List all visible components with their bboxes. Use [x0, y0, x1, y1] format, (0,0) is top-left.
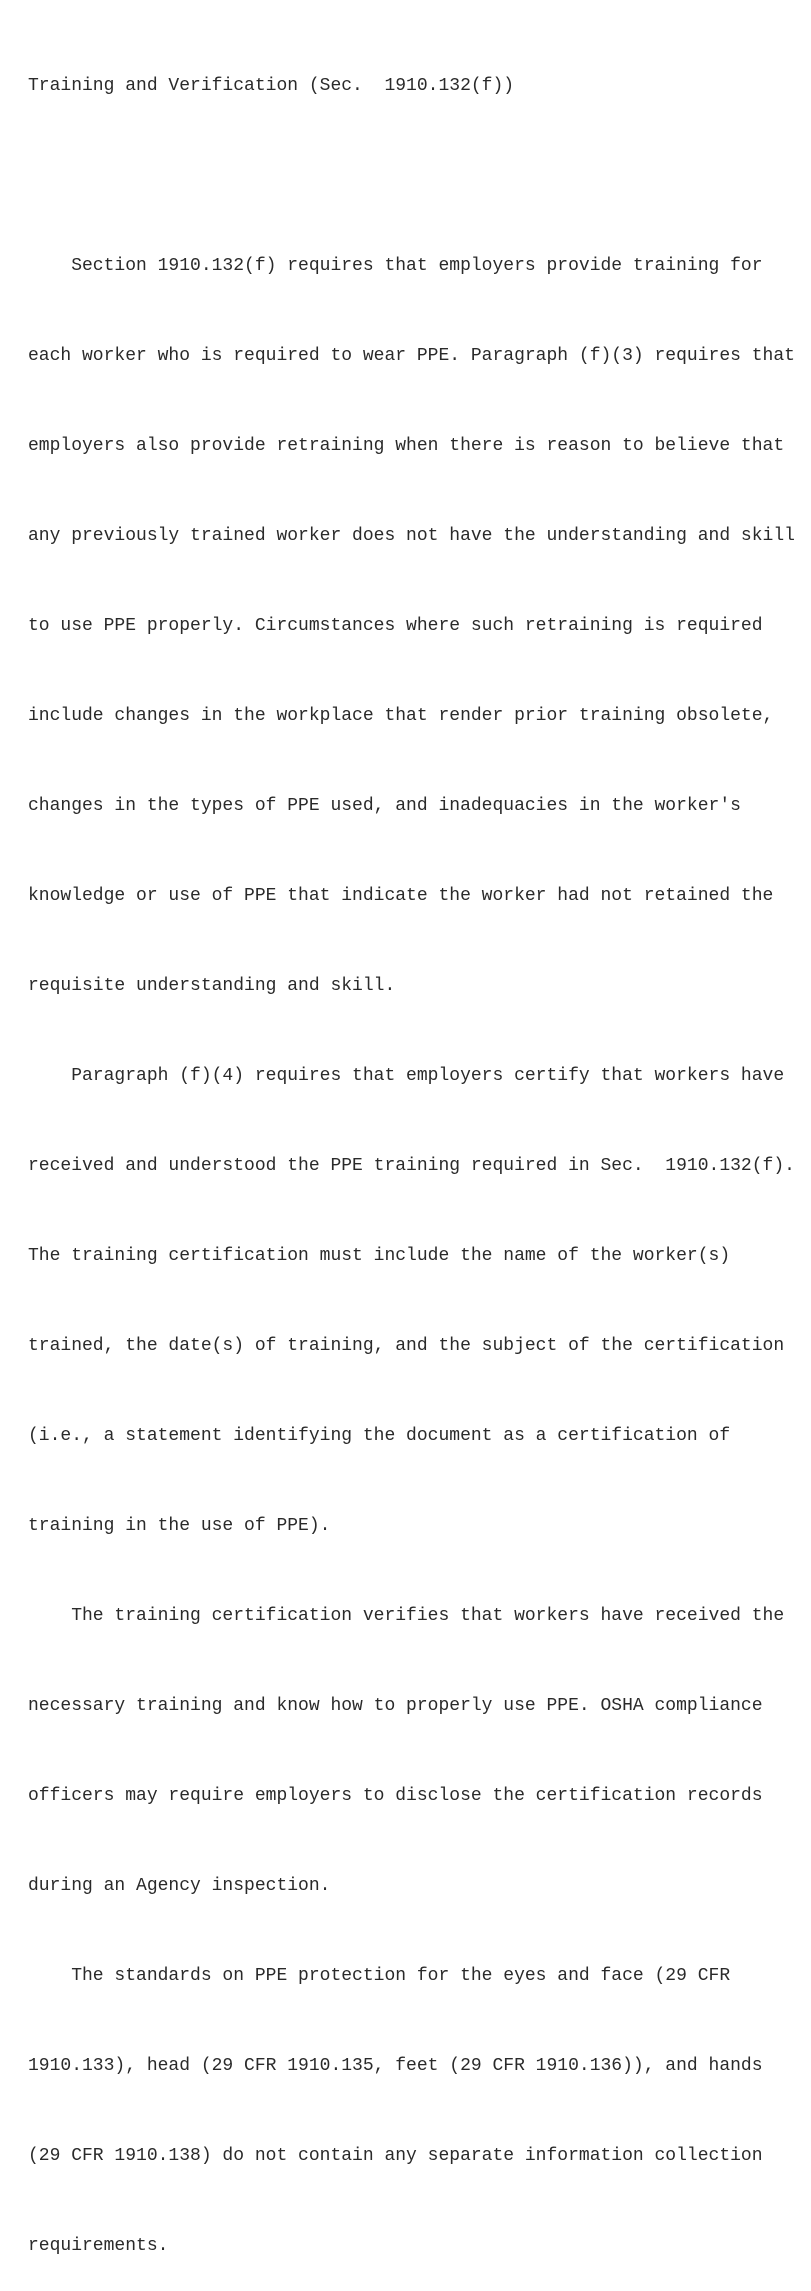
text-line: include changes in the workplace that render prior training obsolete, [28, 706, 774, 726]
text-line: to use PPE properly. Circumstances where such retraining is required [28, 616, 763, 636]
text-line: officers may require employers to disclose the certification records [28, 1786, 763, 1806]
text-line: Section 1910.132(f) requires that employers provide training for [28, 256, 763, 276]
text-line: The standards on PPE protection for the eyes and face (29 CFR [28, 1966, 731, 1986]
text-line: The training certification verifies that workers have received the [28, 1606, 785, 1626]
document-body [28, 11, 795, 2291]
text-line: (i.e., a statement identifying the document as a certification of [28, 1426, 731, 1446]
text-line: changes in the types of PPE used, and inadequacies in the worker's [28, 796, 741, 816]
text-line: received and understood the PPE training required in Sec. 1910.132(f). [28, 1156, 795, 1176]
blank-line [28, 161, 795, 191]
text-line: employers also provide retraining when there is reason to believe that [28, 436, 785, 456]
document-title: Training and Verification (Sec. 1910.132(f)) [28, 76, 515, 96]
text-line: training in the use of PPE). [28, 1516, 331, 1536]
text-line: The training certification must include the name of the worker(s) [28, 1246, 731, 1266]
text-line: Paragraph (f)(4) requires that employers certify that workers have [28, 1066, 785, 1086]
text-line: 1910.133), head (29 CFR 1910.135, feet (29 CFR 1910.136)), and hands [28, 2056, 763, 2076]
text-line: requisite understanding and skill. [28, 976, 396, 996]
text-line: during an Agency inspection. [28, 1876, 331, 1896]
text-line: any previously trained worker does not have the understanding and skill [28, 526, 795, 546]
text-line: trained, the date(s) of training, and the subject of the certification [28, 1336, 785, 1356]
text-line: requirements. [28, 2236, 169, 2256]
text-line: knowledge or use of PPE that indicate the worker had not retained the [28, 886, 774, 906]
text-line: (29 CFR 1910.138) do not contain any separate information collection [28, 2146, 763, 2166]
text-line: necessary training and know how to properly use PPE. OSHA compliance [28, 1696, 763, 1716]
text-line: each worker who is required to wear PPE. Paragraph (f)(3) requires that [28, 346, 795, 366]
